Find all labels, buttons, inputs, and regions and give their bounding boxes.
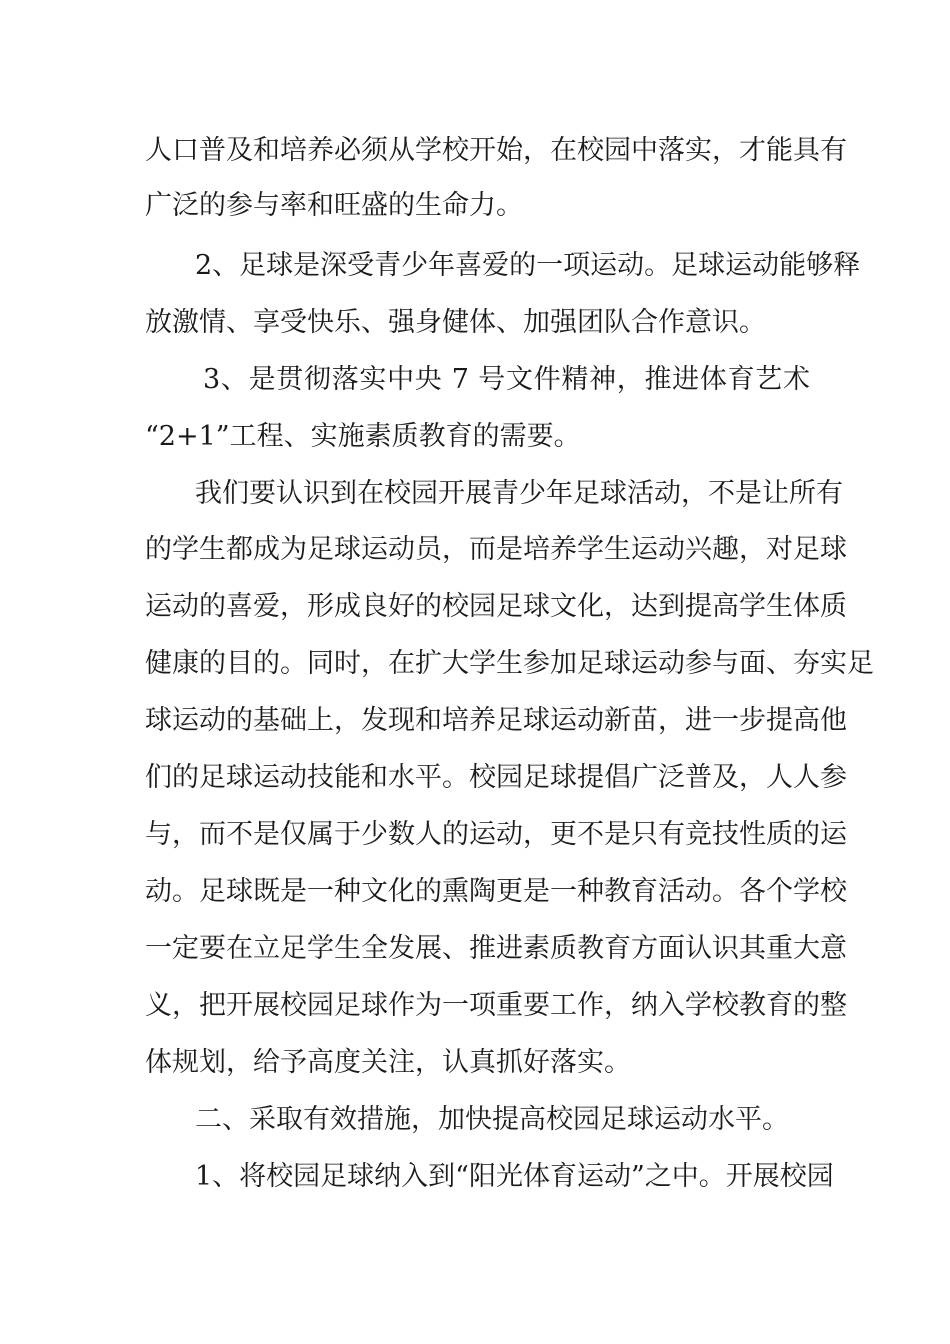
text-line: 的学生都成为足球运动员，而是培养学生运动兴趣，对足球	[145, 534, 847, 565]
text-line: 义，把开展校园足球作为一项重要工作，纳入学校教育的整	[145, 990, 847, 1021]
text-line: 球运动的基础上，发现和培养足球运动新苗，进一步提高他	[145, 705, 847, 736]
text-line: 2、足球是深受青少年喜爱的一项运动。足球运动能够释	[195, 250, 861, 281]
text-line: 与，而不是仅属于少数人的运动，更不是只有竞技性质的运	[145, 819, 847, 850]
text-line: 动。足球既是一种文化的熏陶更是一种教育活动。各个学校	[145, 876, 847, 907]
text-line: “2+1”工程、实施素质教育的需要。	[145, 421, 581, 452]
text-line: 3、是贯彻落实中央 7 号文件精神，推进体育艺术	[203, 364, 810, 395]
text-line: 体规划，给予高度关注，认真抓好落实。	[145, 1047, 631, 1078]
text-line: 运动的喜爱，形成良好的校园足球文化，达到提高学生体质	[145, 591, 847, 622]
text-line: 放激情、享受快乐、强身健体、加强团队合作意识。	[145, 307, 766, 338]
text-line: 健康的目的。同时，在扩大学生参加足球运动参与面、夯实足	[145, 648, 874, 679]
text-line: 1、将校园足球纳入到“阳光体育运动”之中。开展校园	[195, 1161, 834, 1192]
text-line: 人口普及和培养必须从学校开始，在校园中落实，才能具有	[145, 135, 847, 166]
text-line: 广泛的参与率和旺盛的生命力。	[145, 190, 523, 221]
text-line: 们的足球运动技能和水平。校园足球提倡广泛普及，人人参	[145, 762, 847, 793]
text-line: 一定要在立足学生全发展、推进素质教育方面认识其重大意	[145, 933, 847, 964]
section-heading: 二、采取有效措施，加快提高校园足球运动水平。	[195, 1104, 789, 1135]
text-line: 我们要认识到在校园开展青少年足球活动，不是让所有	[195, 478, 843, 509]
